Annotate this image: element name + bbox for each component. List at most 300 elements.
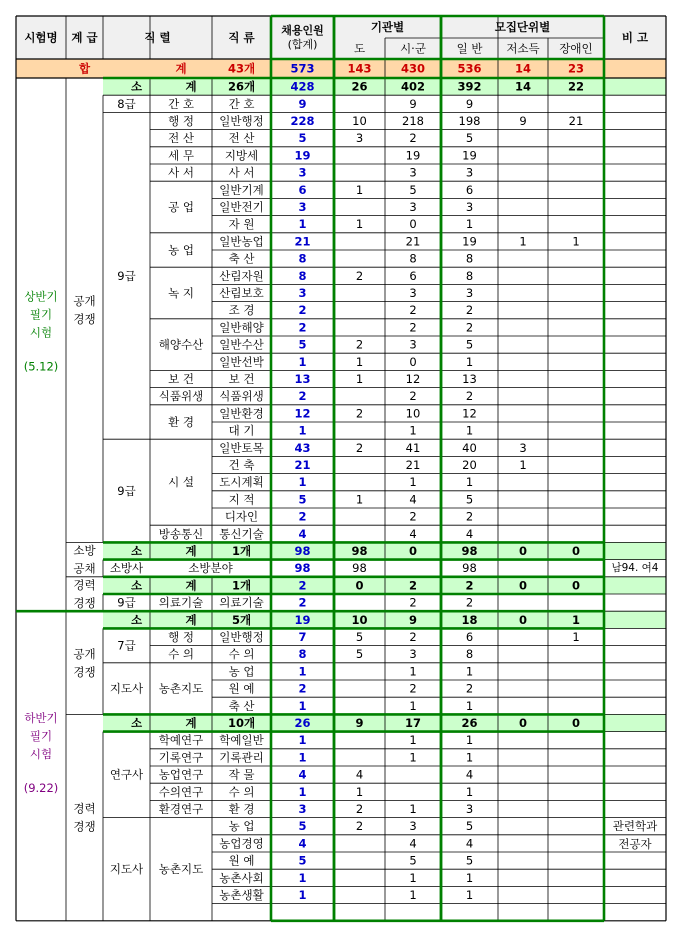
- do-value: 0: [355, 578, 364, 593]
- subtotal-count: 1개: [231, 544, 252, 558]
- general-value: 20: [462, 458, 477, 472]
- series-label: 수의연구: [158, 784, 204, 799]
- total-general: 536: [457, 61, 482, 76]
- class-label: 농업경영: [219, 836, 264, 851]
- hires-value: 9: [298, 96, 307, 111]
- general-value: 19: [462, 148, 477, 163]
- sigun-value: 1: [409, 664, 417, 679]
- general-value: 8: [465, 268, 474, 283]
- do-value: 10: [352, 114, 367, 128]
- general-value: 1: [465, 664, 474, 679]
- sigun-value: 3: [409, 337, 417, 352]
- hires-value: 43: [294, 440, 311, 455]
- hires-value: 2: [298, 578, 307, 593]
- do-value: 1: [355, 492, 364, 507]
- general-value: 1: [465, 888, 474, 902]
- series-label: 기록연구: [158, 750, 204, 765]
- header-exam: 시험명: [24, 30, 58, 45]
- series-label: 수 의: [168, 647, 194, 662]
- class-label: 원 예: [228, 681, 255, 696]
- hires-value: 8: [298, 268, 307, 283]
- do-value: 2: [355, 819, 364, 834]
- do-value: 98: [352, 561, 367, 576]
- class-label: 일반해양: [219, 320, 264, 335]
- sigun-value: 1: [409, 870, 417, 885]
- general-value: 2: [465, 595, 474, 610]
- do-value: 2: [355, 406, 364, 421]
- hires-value: 2: [298, 595, 307, 610]
- subtotal-label: 계: [185, 544, 197, 558]
- sigun-value: 1: [409, 802, 417, 816]
- general-value: 8: [465, 647, 474, 662]
- general-value: 4: [465, 767, 474, 782]
- hires-value: 5: [298, 131, 307, 146]
- do-value: 26: [351, 79, 368, 94]
- general-value: 40: [462, 440, 477, 455]
- sigun-value: 4: [409, 526, 417, 541]
- series-label: 농촌지도: [158, 862, 204, 877]
- total-lowincome: 14: [514, 61, 532, 76]
- class-label: 원 예: [228, 853, 255, 868]
- grade-label: 연구사: [109, 767, 144, 782]
- sigun-value: 0: [408, 544, 418, 558]
- hires-value: 2: [298, 509, 307, 524]
- do-value: 1: [355, 182, 364, 197]
- do-value: 98: [351, 544, 368, 558]
- subtotal-label: 소: [130, 716, 143, 730]
- sigun-value: 1: [409, 733, 417, 748]
- section-career: 경력: [73, 801, 96, 816]
- hires-value: 1: [298, 354, 307, 369]
- grade-label: 8급: [117, 96, 136, 111]
- section-second: 하반기: [24, 711, 58, 725]
- section-fire: 공채: [73, 561, 96, 576]
- hires-value: 1: [298, 733, 307, 748]
- general-value: 6: [465, 182, 474, 197]
- class-label: 수 의: [228, 784, 255, 799]
- general-value: 4: [465, 836, 474, 851]
- general-value: 13: [462, 372, 477, 386]
- series-label: 농촌지도: [158, 681, 204, 696]
- section-open: 공개: [73, 294, 96, 309]
- hires-value: 4: [298, 836, 307, 851]
- general-value: 5: [465, 131, 474, 146]
- general-value: 19: [462, 234, 477, 249]
- note-text: 전공자: [618, 836, 652, 851]
- sigun-value: 1: [409, 475, 417, 490]
- series-label: 세 무: [168, 148, 194, 163]
- class-label: 일반전기: [219, 200, 264, 214]
- grade-label: 9급: [117, 268, 136, 283]
- lowincome-value: 9: [519, 114, 527, 128]
- hires-value: 21: [294, 234, 311, 249]
- do-value: 10: [351, 612, 368, 627]
- general-value: 6: [465, 630, 474, 644]
- general-value: 3: [465, 165, 474, 180]
- total-disabled: 23: [567, 61, 585, 76]
- general-value: 1: [465, 784, 474, 799]
- hires-value: 5: [298, 853, 307, 868]
- general-value: 2: [465, 303, 474, 318]
- hires-value: 1: [298, 475, 307, 490]
- hires-value: 1: [298, 784, 307, 799]
- hires-value: 2: [298, 681, 307, 696]
- sigun-value: 9: [408, 612, 418, 627]
- lowincome-value: 0: [518, 544, 528, 558]
- sigun-value: 2: [408, 578, 418, 593]
- class-label: 일반수산: [219, 337, 264, 352]
- grade-label: 9급: [117, 483, 136, 498]
- disabled-value: 1: [571, 612, 581, 627]
- class-label: 일반기계: [219, 182, 264, 197]
- series-label: 환경연구: [158, 802, 204, 816]
- class-label: 산림보호: [219, 286, 264, 300]
- hires-value: 1: [298, 750, 307, 765]
- class-label: 농촌생활: [219, 888, 264, 902]
- total-do: 143: [347, 61, 372, 76]
- header-note: 비 고: [621, 30, 649, 45]
- sigun-value: 4: [409, 492, 417, 507]
- disabled-value: 0: [571, 544, 581, 558]
- subtotal-label: 계: [185, 612, 197, 627]
- class-label: 기록관리: [219, 750, 264, 765]
- general-value: 9: [465, 96, 474, 111]
- sigun-value: 3: [409, 819, 417, 834]
- series-label: 식품위생: [158, 389, 204, 404]
- hires-value: 21: [294, 458, 311, 472]
- sigun-value: 4: [409, 836, 417, 851]
- class-label: 일반농업: [219, 234, 264, 249]
- do-value: 1: [355, 354, 364, 369]
- class-label: 보 건: [228, 372, 255, 386]
- general-value: 1: [465, 698, 474, 713]
- grade-label: 7급: [117, 638, 136, 653]
- disabled-value: 21: [568, 114, 584, 128]
- header-unit: 모집단위별: [494, 20, 551, 34]
- general-value: 18: [461, 612, 478, 627]
- class-label: 자 원: [228, 217, 255, 232]
- series-label: 학예연구: [158, 733, 204, 748]
- sigun-value: 1: [409, 423, 417, 438]
- hires-value: 1: [298, 217, 307, 232]
- hires-value: 2: [298, 303, 307, 318]
- sigun-value: 21: [405, 234, 421, 249]
- subtotal-label: 소: [130, 612, 143, 627]
- section-career: 경력: [73, 578, 96, 592]
- do-value: 2: [355, 337, 364, 352]
- general-value: 4: [465, 526, 474, 541]
- disabled-value: 1: [572, 234, 580, 249]
- header-agency: 기관별: [370, 20, 405, 34]
- class-label: 산림자원: [219, 268, 264, 283]
- hires-value: 1: [298, 888, 307, 902]
- header-lowincome: 저소득: [506, 41, 540, 56]
- class-label: 의료기술: [219, 595, 264, 610]
- disabled-value: 0: [571, 716, 581, 730]
- hires-value: 12: [294, 406, 311, 421]
- class-label: 축 산: [228, 698, 255, 713]
- do-value: 2: [355, 440, 364, 455]
- class-label: 지 적: [228, 492, 255, 507]
- lowincome-value: 3: [519, 440, 527, 455]
- header-grade: 계 급: [71, 30, 98, 45]
- hires-value: 1: [298, 698, 307, 713]
- hires-value: 3: [298, 802, 307, 816]
- section-second: (9.22): [23, 781, 59, 795]
- hires-value: 1: [298, 870, 307, 885]
- section-first: (5.12): [23, 359, 59, 374]
- class-label: 지방세: [224, 148, 259, 163]
- hires-value: 1: [298, 423, 307, 438]
- hires-value: 3: [298, 286, 307, 300]
- series-label: 방송통신: [158, 526, 204, 541]
- sigun-value: 0: [409, 354, 417, 369]
- do-value: 2: [355, 268, 364, 283]
- hires-value: 1: [298, 664, 307, 679]
- class-label: 디자인: [224, 509, 259, 524]
- subtotal-label: 계: [185, 578, 197, 593]
- class-label: 도시계획: [219, 475, 264, 490]
- hires-value: 4: [298, 767, 307, 782]
- header-disabled: 장애인: [559, 41, 593, 56]
- hires-value: 5: [298, 337, 307, 352]
- do-value: 2: [355, 802, 364, 816]
- do-value: 5: [355, 630, 364, 644]
- lowincome-value: 1: [519, 458, 527, 472]
- disabled-value: 22: [567, 79, 585, 94]
- general-value: 5: [465, 819, 474, 834]
- sigun-value: 2: [409, 389, 417, 404]
- series-label: 간 호: [168, 96, 194, 111]
- general-value: 1: [465, 475, 474, 490]
- series-label: 행 정: [168, 114, 194, 128]
- sigun-value: 2: [409, 320, 417, 335]
- class-label: 일반행정: [219, 630, 264, 644]
- class-label: 건 축: [228, 458, 255, 472]
- general-value: 2: [465, 509, 474, 524]
- general-value: 98: [461, 544, 478, 558]
- grade-label: 소방사: [109, 561, 144, 576]
- hires-value: 98: [294, 561, 311, 576]
- series-label: 농 업: [168, 243, 194, 257]
- general-value: 3: [465, 286, 474, 300]
- hires-value: 5: [298, 492, 307, 507]
- series-label: 의료기술: [158, 595, 204, 610]
- lowincome-value: 14: [514, 79, 532, 94]
- do-value: 1: [355, 372, 364, 386]
- header-sigun: 시·군: [400, 41, 426, 56]
- class-label: 농촌사회: [219, 870, 264, 885]
- hires-value: 428: [290, 79, 315, 94]
- sigun-value: 3: [409, 165, 417, 180]
- sigun-value: 41: [405, 440, 421, 455]
- section-first: 상반기: [24, 289, 58, 304]
- class-label: 전 산: [228, 131, 255, 146]
- class-label: 대 기: [228, 423, 255, 438]
- hires-value: 8: [298, 251, 307, 266]
- section-career: 경쟁: [73, 596, 96, 610]
- note-text: 남94. 여4: [611, 562, 659, 575]
- sigun-value: 12: [405, 372, 421, 386]
- header-hires-sub: (합계): [287, 38, 318, 51]
- sigun-value: 5: [409, 182, 417, 197]
- series-label: 환 경: [168, 415, 194, 429]
- class-label: 식품위생: [219, 389, 264, 404]
- class-label: 조 경: [228, 303, 255, 318]
- general-value: 2: [465, 578, 474, 593]
- class-label: 통신기술: [219, 526, 264, 541]
- hires-value: 7: [298, 630, 307, 644]
- sigun-value: 6: [409, 268, 417, 283]
- class-label: 축 산: [228, 251, 255, 266]
- class-label: 환 경: [228, 802, 255, 816]
- sigun-value: 10: [405, 406, 421, 421]
- series-label: 소방분야: [188, 561, 233, 576]
- general-value: 8: [465, 251, 474, 266]
- general-value: 2: [465, 389, 474, 404]
- sigun-value: 3: [409, 647, 417, 662]
- sigun-value: 3: [409, 286, 417, 300]
- section-second: 필기: [29, 729, 53, 743]
- section-open: 경쟁: [73, 664, 96, 679]
- subtotal-label: 소: [130, 544, 143, 558]
- sigun-value: 19: [405, 148, 421, 163]
- do-value: 5: [355, 647, 364, 662]
- total-label: 계: [175, 61, 187, 76]
- sigun-value: 0: [409, 217, 417, 232]
- general-value: 1: [465, 354, 474, 369]
- grade-label: 지도사: [109, 862, 144, 877]
- sigun-value: 17: [404, 716, 422, 730]
- grade-label: 9급: [117, 595, 136, 610]
- sigun-value: 2: [409, 630, 417, 644]
- sigun-value: 21: [405, 458, 421, 472]
- hires-value: 2: [298, 320, 307, 335]
- lowincome-value: 0: [518, 578, 528, 593]
- class-label: 일반선박: [219, 354, 264, 369]
- general-value: 392: [457, 79, 482, 94]
- general-value: 5: [465, 337, 474, 352]
- hires-value: 26: [294, 716, 311, 730]
- total-count: 43개: [227, 61, 256, 76]
- subtotal-label: 소: [130, 578, 143, 593]
- subtotal-count: 26개: [227, 79, 256, 94]
- general-value: 5: [465, 492, 474, 507]
- subtotal-label: 소: [130, 79, 143, 94]
- series-label: 보 건: [168, 372, 194, 386]
- section-second: 시험: [29, 747, 53, 761]
- class-label: 일반행정: [219, 114, 264, 128]
- sigun-value: 2: [409, 681, 417, 696]
- general-value: 1: [465, 423, 474, 438]
- sigun-value: 8: [409, 251, 417, 266]
- general-value: 1: [465, 750, 474, 765]
- general-value: 1: [465, 217, 474, 232]
- hires-value: 4: [298, 526, 307, 541]
- disabled-value: 0: [571, 578, 581, 593]
- general-value: 2: [465, 681, 474, 696]
- sigun-value: 218: [402, 114, 424, 128]
- class-label: 사 서: [228, 165, 255, 180]
- series-label: 농업연구: [158, 767, 204, 782]
- general-value: 98: [462, 561, 477, 576]
- hires-value: 8: [298, 647, 307, 662]
- general-value: 198: [458, 114, 481, 128]
- class-label: 일반환경: [219, 406, 264, 421]
- sigun-value: 1: [409, 750, 417, 765]
- class-label: 간 호: [228, 96, 255, 111]
- hires-value: 228: [290, 114, 315, 128]
- class-label: 일반토목: [219, 440, 264, 455]
- class-label: 농 업: [228, 819, 255, 834]
- general-value: 3: [465, 802, 474, 816]
- hires-value: 2: [298, 389, 307, 404]
- subtotal-count: 5개: [231, 612, 252, 627]
- hires-value: 3: [298, 165, 307, 180]
- sigun-value: 9: [409, 96, 417, 111]
- sigun-value: 1: [409, 698, 417, 713]
- section-open: 공개: [73, 646, 96, 661]
- section-first: 시험: [29, 325, 53, 340]
- sigun-value: 1: [409, 888, 417, 902]
- grade-label: 지도사: [109, 681, 144, 696]
- series-label: 시 설: [168, 475, 194, 490]
- subtotal-count: 1개: [231, 578, 252, 593]
- section-open: 경쟁: [73, 312, 96, 327]
- total-label: 합: [78, 61, 91, 76]
- do-value: 4: [355, 767, 364, 782]
- subtotal-label: 계: [185, 716, 197, 730]
- disabled-value: 1: [572, 630, 580, 644]
- sigun-value: 5: [409, 853, 417, 868]
- general-value: 1: [465, 870, 474, 885]
- hires-value: 19: [294, 148, 311, 163]
- hires-value: 13: [294, 372, 311, 386]
- general-value: 26: [461, 716, 478, 730]
- class-label: 농 업: [228, 664, 255, 679]
- hires-value: 98: [294, 544, 311, 558]
- do-value: 9: [355, 716, 364, 730]
- lowincome-value: 0: [518, 612, 528, 627]
- hires-value: 19: [294, 612, 311, 627]
- general-value: 1: [465, 733, 474, 748]
- section-career: 경쟁: [73, 819, 96, 834]
- header-series: 직 렬: [144, 30, 171, 45]
- sigun-value: 402: [400, 79, 426, 94]
- series-label: 사 서: [168, 165, 194, 180]
- section-fire: 소방: [73, 543, 96, 558]
- sigun-value: 2: [409, 131, 417, 146]
- note-text: 관련학과: [612, 818, 658, 833]
- general-value: 5: [465, 853, 474, 868]
- sigun-value: 3: [409, 200, 417, 214]
- do-value: 1: [355, 217, 364, 232]
- header-class: 직 류: [228, 30, 255, 45]
- class-label: 학예일반: [219, 733, 264, 748]
- section-first: 필기: [29, 307, 53, 322]
- general-value: 12: [462, 406, 477, 421]
- sigun-value: 2: [409, 595, 417, 610]
- general-value: 2: [465, 320, 474, 335]
- header-general: 일 반: [456, 41, 483, 56]
- class-label: 수 의: [228, 647, 255, 662]
- general-value: 3: [465, 200, 474, 214]
- total-sigun: 430: [400, 61, 426, 76]
- series-label: 해양수산: [158, 337, 204, 352]
- hires-value: 6: [298, 182, 307, 197]
- hires-value: 5: [298, 819, 307, 834]
- total-hires: 573: [290, 61, 315, 76]
